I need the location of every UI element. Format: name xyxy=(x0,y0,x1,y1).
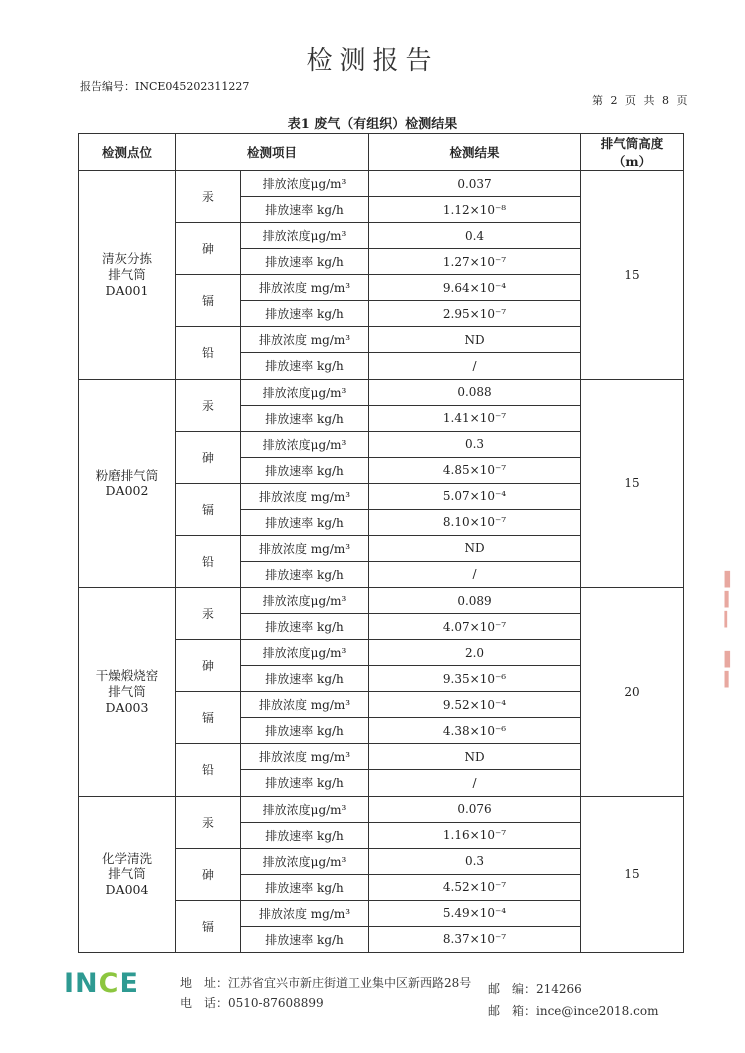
pollutant-cell: 镉 xyxy=(176,692,241,744)
parameter-cell: 排放速率 kg/h xyxy=(241,718,369,744)
parameter-cell: 排放速率 kg/h xyxy=(241,874,369,900)
parameter-cell: 排放浓度μg/m³ xyxy=(241,431,369,457)
parameter-cell: 排放浓度μg/m³ xyxy=(241,588,369,614)
height-cell: 15 xyxy=(581,796,684,953)
parameter-cell: 排放速率 kg/h xyxy=(241,197,369,223)
parameter-cell: 排放速率 kg/h xyxy=(241,457,369,483)
pollutant-cell: 汞 xyxy=(176,588,241,640)
result-cell: / xyxy=(369,561,581,587)
parameter-cell: 排放浓度 mg/m³ xyxy=(241,692,369,718)
result-cell: 0.089 xyxy=(369,588,581,614)
result-cell: 8.10×10⁻⁷ xyxy=(369,509,581,535)
result-cell: 1.16×10⁻⁷ xyxy=(369,822,581,848)
result-cell: 4.07×10⁻⁷ xyxy=(369,614,581,640)
parameter-cell: 排放速率 kg/h xyxy=(241,405,369,431)
pollutant-cell: 铅 xyxy=(176,535,241,587)
table-caption: 表1 废气（有组织）检测结果 xyxy=(287,117,458,132)
parameter-cell: 排放速率 kg/h xyxy=(241,561,369,587)
location-cell xyxy=(79,379,176,588)
pollutant-cell: 砷 xyxy=(176,640,241,692)
result-cell: 2.95×10⁻⁷ xyxy=(369,301,581,327)
location-line: 粉磨排气筒 xyxy=(95,467,159,483)
result-cell: / xyxy=(369,770,581,796)
results-table xyxy=(78,133,683,953)
parameter-cell: 排放速率 kg/h xyxy=(241,353,369,379)
footer-postcode: 邮 编：214266 xyxy=(488,982,582,996)
header-result: 检测结果 xyxy=(369,134,581,171)
report-number xyxy=(80,78,249,94)
pollutant-cell: 汞 xyxy=(176,171,241,223)
parameter-cell: 排放浓度 mg/m³ xyxy=(241,275,369,301)
result-cell: 5.49×10⁻⁴ xyxy=(369,900,581,926)
seal-edge-mark: ▌ ▍ ▎ ▌ ▍ xyxy=(724,572,736,688)
result-cell: 0.3 xyxy=(369,848,581,874)
location-line: DA001 xyxy=(105,282,149,298)
pollutant-cell: 汞 xyxy=(176,379,241,431)
pollutant-cell: 汞 xyxy=(176,796,241,848)
result-cell: 1.27×10⁻⁷ xyxy=(369,249,581,275)
result-cell: 0.4 xyxy=(369,223,581,249)
table-row xyxy=(79,171,684,197)
parameter-cell: 排放速率 kg/h xyxy=(241,926,369,952)
parameter-cell: 排放速率 kg/h xyxy=(241,666,369,692)
result-cell: 0.3 xyxy=(369,431,581,457)
parameter-cell: 排放浓度 mg/m³ xyxy=(241,535,369,561)
result-cell: 4.38×10⁻⁶ xyxy=(369,718,581,744)
parameter-cell: 排放速率 kg/h xyxy=(241,509,369,535)
page-title: 检测报告 xyxy=(306,46,439,76)
header-item: 检测项目 xyxy=(176,134,369,171)
parameter-cell: 排放浓度 mg/m³ xyxy=(241,483,369,509)
header-height-line2: （m） xyxy=(612,154,652,169)
logo-main-text: IN xyxy=(64,968,99,999)
report-number-label: 报告编号： xyxy=(80,80,135,93)
footer-email: 邮 箱：ince@ince2018.com xyxy=(488,1004,659,1018)
table-row xyxy=(79,379,684,405)
location-cell xyxy=(79,588,176,797)
location-line: DA003 xyxy=(105,699,149,715)
header-height xyxy=(581,134,684,171)
parameter-cell: 排放浓度μg/m³ xyxy=(241,171,369,197)
result-cell: ND xyxy=(369,535,581,561)
pollutant-cell: 铅 xyxy=(176,744,241,796)
result-cell: 9.64×10⁻⁴ xyxy=(369,275,581,301)
pollutant-cell: 砷 xyxy=(176,223,241,275)
location-line: 排气筒 xyxy=(108,866,146,882)
result-cell: 9.52×10⁻⁴ xyxy=(369,692,581,718)
parameter-cell: 排放速率 kg/h xyxy=(241,822,369,848)
result-cell: 0.076 xyxy=(369,796,581,822)
result-cell: 0.037 xyxy=(369,171,581,197)
location-line: 干燥煅烧窑 xyxy=(95,668,159,684)
logo-end-text: E xyxy=(119,968,139,999)
parameter-cell: 排放浓度μg/m³ xyxy=(241,379,369,405)
result-cell: 4.52×10⁻⁷ xyxy=(369,874,581,900)
result-cell: 5.07×10⁻⁴ xyxy=(369,483,581,509)
report-number-value: INCE045202311227 xyxy=(135,80,250,93)
result-cell: 9.35×10⁻⁶ xyxy=(369,666,581,692)
table-row xyxy=(79,796,684,822)
location-line: DA004 xyxy=(105,882,149,898)
page-indicator: 第 2 页 共 8 页 xyxy=(592,94,690,107)
result-cell: 4.85×10⁻⁷ xyxy=(369,457,581,483)
height-cell: 15 xyxy=(581,171,684,380)
result-cell: 8.37×10⁻⁷ xyxy=(369,926,581,952)
header-height-line1: 排气筒高度 xyxy=(600,136,664,151)
company-logo xyxy=(64,968,139,999)
location-line: 清灰分拣 xyxy=(101,251,152,267)
parameter-cell: 排放浓度μg/m³ xyxy=(241,848,369,874)
header-point: 检测点位 xyxy=(79,134,176,171)
footer-phone: 电 话：0510-87608899 xyxy=(180,996,324,1010)
location-line: 排气筒 xyxy=(108,266,146,282)
logo-accent-text: C xyxy=(98,968,120,999)
result-cell: / xyxy=(369,353,581,379)
result-cell: 2.0 xyxy=(369,640,581,666)
parameter-cell: 排放速率 kg/h xyxy=(241,301,369,327)
parameter-cell: 排放浓度μg/m³ xyxy=(241,223,369,249)
location-cell xyxy=(79,796,176,953)
footer-address: 地 址：江苏省宜兴市新庄街道工业集中区新西路28号 xyxy=(180,976,472,990)
result-cell: 0.088 xyxy=(369,379,581,405)
result-cell: 1.41×10⁻⁷ xyxy=(369,405,581,431)
table-row xyxy=(79,588,684,614)
parameter-cell: 排放浓度μg/m³ xyxy=(241,796,369,822)
parameter-cell: 排放浓度 mg/m³ xyxy=(241,744,369,770)
result-cell: ND xyxy=(369,744,581,770)
height-cell: 20 xyxy=(581,588,684,797)
parameter-cell: 排放速率 kg/h xyxy=(241,249,369,275)
location-line: DA002 xyxy=(105,483,149,499)
pollutant-cell: 镉 xyxy=(176,483,241,535)
pollutant-cell: 镉 xyxy=(176,275,241,327)
parameter-cell: 排放浓度 mg/m³ xyxy=(241,900,369,926)
parameter-cell: 排放速率 kg/h xyxy=(241,614,369,640)
pollutant-cell: 铅 xyxy=(176,327,241,379)
result-cell: 1.12×10⁻⁸ xyxy=(369,197,581,223)
location-line: 排气筒 xyxy=(108,683,146,699)
pollutant-cell: 镉 xyxy=(176,900,241,952)
parameter-cell: 排放速率 kg/h xyxy=(241,770,369,796)
pollutant-cell: 砷 xyxy=(176,848,241,900)
parameter-cell: 排放浓度μg/m³ xyxy=(241,640,369,666)
location-line: 化学清洗 xyxy=(101,850,152,866)
result-cell: ND xyxy=(369,327,581,353)
pollutant-cell: 砷 xyxy=(176,431,241,483)
parameter-cell: 排放浓度 mg/m³ xyxy=(241,327,369,353)
location-cell xyxy=(79,171,176,380)
height-cell: 15 xyxy=(581,379,684,588)
